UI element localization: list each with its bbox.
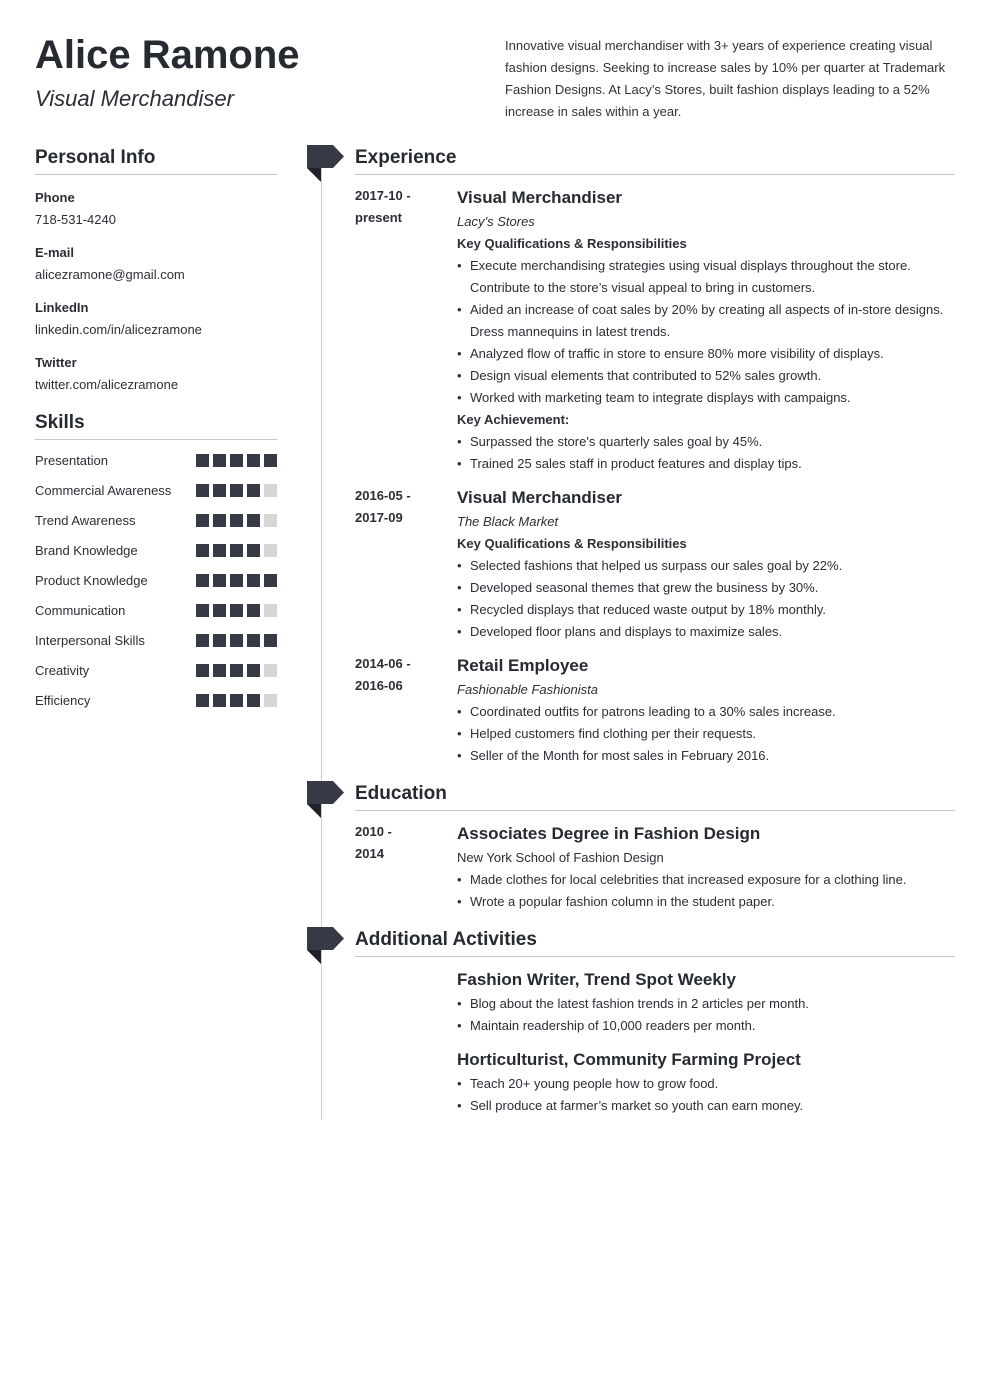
right-column — [355, 145, 955, 1117]
entry-organization: The Black Market — [457, 514, 559, 529]
bullet-item: • Coordinated outfits for patrons leading to a 30% sales increase. — [457, 701, 955, 723]
bullet-item: • Developed seasonal themes that grew the business by 30%. — [457, 577, 955, 599]
skill-dot-empty — [264, 544, 277, 557]
timeline-line — [321, 165, 322, 1120]
skill-dot-filled — [213, 454, 226, 467]
entry-organization: Lacy’s Stores — [457, 214, 535, 229]
entry-date-start: 2017-10 - — [355, 188, 411, 203]
education-list — [355, 821, 955, 913]
skill-dot-filled — [196, 574, 209, 587]
entry — [355, 185, 955, 475]
bullet-list — [457, 255, 955, 409]
bullet-item: • Made clothes for local celebrities that increased exposure for a clothing line. — [457, 869, 955, 891]
bullet-item: • Design visual elements that contributed to 52% sales growth. — [457, 365, 955, 387]
skill-dot-filled — [230, 484, 243, 497]
skill-dot-filled — [213, 574, 226, 587]
bullet-item: • Surpassed the store's quarterly sales goal by 45%. — [457, 431, 955, 453]
skill-level — [196, 600, 277, 617]
entry-subheading: Key Qualifications & Responsibilities — [457, 536, 687, 551]
skill-row — [35, 690, 277, 712]
entry-date-end: present — [355, 210, 402, 225]
skill-dot-filled — [213, 664, 226, 677]
bullet-list — [457, 1073, 955, 1117]
skill-dot-filled — [196, 454, 209, 467]
entry-title: Fashion Writer, Trend Spot Weekly — [457, 970, 736, 989]
skill-dot-filled — [230, 634, 243, 647]
bullet-list — [457, 993, 955, 1037]
skill-dot-empty — [264, 604, 277, 617]
skill-row — [35, 480, 277, 502]
skill-dot-filled — [247, 664, 260, 677]
entry-date-end: 2017-09 — [355, 510, 403, 525]
skill-dot-filled — [196, 514, 209, 527]
info-value-twitter: twitter.com/alicezramone — [35, 377, 179, 392]
entry-subheading: Key Achievement: — [457, 412, 570, 427]
bullet-item: • Worked with marketing team to integrate displays with campaigns. — [457, 387, 955, 409]
entry — [355, 485, 955, 643]
skill-name: Communication — [35, 603, 126, 618]
skill-dot-filled — [247, 454, 260, 467]
skill-dot-filled — [213, 604, 226, 617]
entry — [355, 1047, 955, 1117]
skill-dot-filled — [196, 634, 209, 647]
skill-dot-filled — [230, 664, 243, 677]
entry-title: Visual Merchandiser — [457, 488, 623, 507]
bullet-item: • Trained 25 sales staff in product features and display tips. — [457, 453, 955, 475]
entry-date — [355, 653, 457, 767]
skill-dot-empty — [264, 514, 277, 527]
skill-row — [35, 540, 277, 562]
experience-section — [355, 145, 955, 781]
skill-dot-filled — [247, 484, 260, 497]
skill-level — [196, 630, 277, 647]
skill-name: Interpersonal Skills — [35, 633, 145, 648]
skill-dot-filled — [247, 574, 260, 587]
skill-name: Creativity — [35, 663, 90, 678]
entry-title: Horticulturist, Community Farming Project — [457, 1050, 801, 1069]
education-flag-icon — [307, 781, 344, 819]
entry-date-start: 2014-06 - — [355, 656, 411, 671]
bullet-item: • Sell produce at farmer’s market so youth can earn money. — [457, 1095, 955, 1117]
bullet-item: • Blog about the latest fashion trends in 2 articles per month. — [457, 993, 955, 1015]
bullet-item: • Seller of the Month for most sales in February 2016. — [457, 745, 955, 767]
skill-dot-filled — [213, 634, 226, 647]
bullet-item: • Execute merchandising strategies using visual displays throughout the store. Contribute to the store’s visual appeal to bring in customers. — [457, 255, 955, 299]
experience-heading: Experience — [355, 145, 955, 175]
skill-dot-filled — [247, 514, 260, 527]
entry-body — [457, 185, 955, 475]
education-section — [355, 781, 955, 927]
skill-dot-empty — [264, 664, 277, 677]
entry-date-end: 2016-06 — [355, 678, 403, 693]
experience-list — [355, 185, 955, 767]
info-label-linkedin: LinkedIn — [35, 300, 89, 315]
skill-name: Presentation — [35, 453, 108, 468]
info-label-phone: Phone — [35, 190, 75, 205]
candidate-name: Alice Ramone — [35, 33, 300, 77]
bullet-item: • Aided an increase of coat sales by 20% by creating all aspects of in-store designs. Dress mannequins in latest trends. — [457, 299, 955, 343]
education-heading: Education — [355, 781, 955, 811]
entry-body — [457, 485, 955, 643]
entry-title: Retail Employee — [457, 656, 589, 675]
entry-body — [457, 967, 955, 1037]
bullet-item: • Teach 20+ young people how to grow food. — [457, 1073, 955, 1095]
skill-dot-filled — [264, 454, 277, 467]
entry-date — [355, 1047, 457, 1117]
skill-dot-filled — [213, 694, 226, 707]
activities-list — [355, 967, 955, 1117]
skill-dot-filled — [264, 574, 277, 587]
skill-level — [196, 660, 277, 677]
bullet-item: • Maintain readership of 10,000 readers per month. — [457, 1015, 955, 1037]
skill-level — [196, 540, 277, 557]
skill-dot-empty — [264, 694, 277, 707]
entry-organization: Fashionable Fashionista — [457, 682, 598, 697]
entry — [355, 653, 955, 767]
skills-heading: Skills — [35, 410, 277, 440]
skill-row — [35, 450, 277, 472]
skill-dot-filled — [264, 634, 277, 647]
skill-dot-filled — [247, 634, 260, 647]
bullet-item: • Wrote a popular fashion column in the student paper. — [457, 891, 955, 913]
skills-list — [35, 450, 277, 712]
info-value-email: alicezramone@gmail.com — [35, 267, 185, 282]
info-value-phone: 718-531-4240 — [35, 212, 116, 227]
skill-row — [35, 510, 277, 532]
activities-section — [355, 927, 955, 1117]
candidate-title: Visual Merchandiser — [35, 86, 234, 111]
bullet-list — [457, 431, 955, 475]
personal-info-heading: Personal Info — [35, 145, 277, 175]
skill-dot-filled — [230, 604, 243, 617]
bullet-item: • Recycled displays that reduced waste output by 18% monthly. — [457, 599, 955, 621]
skill-dot-filled — [247, 604, 260, 617]
experience-flag-icon — [307, 145, 344, 183]
entry-date — [355, 967, 457, 1037]
skill-level — [196, 480, 277, 497]
skill-dot-filled — [230, 574, 243, 587]
bullet-item: • Developed floor plans and displays to maximize sales. — [457, 621, 955, 643]
bullet-item: • Helped customers find clothing per their requests. — [457, 723, 955, 745]
entry — [355, 967, 955, 1037]
skill-dot-filled — [247, 544, 260, 557]
skill-dot-filled — [196, 664, 209, 677]
entry-body — [457, 653, 955, 767]
entry-title: Visual Merchandiser — [457, 188, 623, 207]
skill-level — [196, 570, 277, 587]
skill-name: Product Knowledge — [35, 573, 148, 588]
info-label-twitter: Twitter — [35, 355, 77, 370]
skill-dot-filled — [230, 544, 243, 557]
info-value-linkedin: linkedin.com/in/alicezramone — [35, 322, 202, 337]
skill-level — [196, 450, 277, 467]
entry — [355, 821, 955, 913]
skill-row — [35, 600, 277, 622]
bullet-list — [457, 869, 955, 913]
profile-summary: Innovative visual merchandiser with 3+ years of experience creating visual fashion designs. Seeking to increase sales by 10% per quarter at Trademark Fashion Designs. At Lacy’s Stores, built fashion displays leading to a 52% increase in sales within a year. — [505, 38, 946, 119]
activities-flag-icon — [307, 927, 344, 965]
skill-dot-filled — [230, 454, 243, 467]
entry-organization: New York School of Fashion Design — [457, 850, 664, 865]
skill-dot-filled — [230, 694, 243, 707]
bullet-item: • Analyzed flow of traffic in store to ensure 80% more visibility of displays. — [457, 343, 955, 365]
skill-level — [196, 510, 277, 527]
entry-date — [355, 485, 457, 643]
skill-row — [35, 630, 277, 652]
entry-title: Associates Degree in Fashion Design — [457, 824, 761, 843]
entry-body — [457, 1047, 955, 1117]
entry-date — [355, 185, 457, 475]
info-label-email: E-mail — [35, 245, 75, 260]
left-column — [35, 145, 277, 712]
entry-date-start: 2010 - — [355, 824, 392, 839]
skill-name: Efficiency — [35, 693, 91, 708]
skill-row — [35, 660, 277, 682]
entry-date-end: 2014 — [355, 846, 384, 861]
entry-date-start: 2016-05 - — [355, 488, 411, 503]
entry-date — [355, 821, 457, 913]
skill-dot-filled — [213, 544, 226, 557]
skill-dot-filled — [213, 484, 226, 497]
entry-body — [457, 821, 955, 913]
skill-dot-filled — [213, 514, 226, 527]
skill-name: Trend Awareness — [35, 513, 136, 528]
skill-name: Brand Knowledge — [35, 543, 138, 558]
skill-dot-filled — [230, 514, 243, 527]
bullet-list — [457, 701, 955, 767]
bullet-item: • Selected fashions that helped us surpass our sales goal by 22%. — [457, 555, 955, 577]
entry-subheading: Key Qualifications & Responsibilities — [457, 236, 687, 251]
skill-dot-filled — [196, 694, 209, 707]
skill-dot-filled — [196, 544, 209, 557]
skill-name: Commercial Awareness — [35, 483, 172, 498]
skill-dot-empty — [264, 484, 277, 497]
skill-dot-filled — [196, 604, 209, 617]
skill-row — [35, 570, 277, 592]
personal-info-list — [35, 188, 277, 395]
skill-dot-filled — [196, 484, 209, 497]
activities-heading: Additional Activities — [355, 927, 955, 957]
skill-dot-filled — [247, 694, 260, 707]
skill-level — [196, 690, 277, 707]
bullet-list — [457, 555, 955, 643]
